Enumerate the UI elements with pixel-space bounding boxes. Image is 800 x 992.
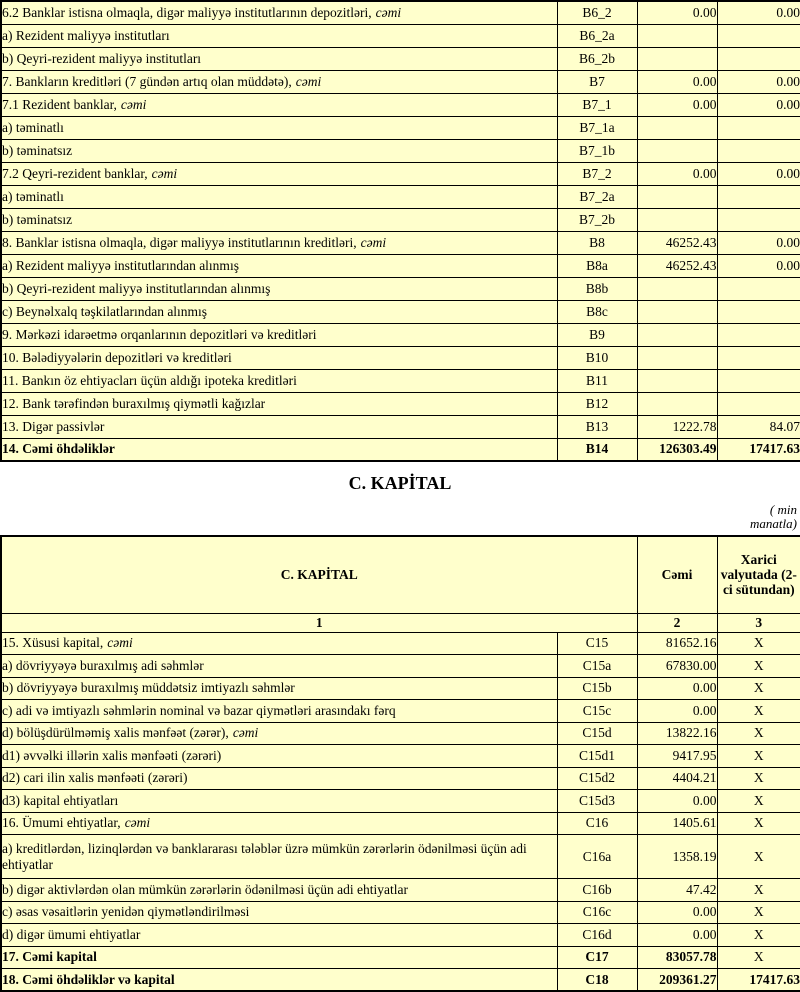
row-label-suffix: cəmi: [295, 73, 322, 89]
row-value-total: [637, 47, 717, 70]
row-value-total: 0.00: [637, 70, 717, 93]
table-row: [1, 745, 800, 768]
table-row: [1, 346, 800, 369]
row-code: B8b: [557, 277, 637, 300]
row-label-text: 7. Bankların kreditləri (7 gündən artıq olan müddətə),: [2, 73, 292, 89]
capital-table: [0, 535, 800, 992]
row-label: [1, 700, 557, 723]
row-label-text: b) Qeyri-rezident maliyyə institutları: [2, 50, 202, 66]
row-label-suffix: cəmi: [360, 234, 387, 250]
row-value-total: 0.00: [637, 700, 717, 723]
row-label-suffix: cəmi: [232, 725, 259, 741]
table-row: [1, 369, 800, 392]
table-row: [1, 415, 800, 438]
row-value-total: 0.00: [637, 93, 717, 116]
row-label: [1, 767, 557, 790]
unit-note: [750, 503, 797, 531]
row-value-total: 0.00: [637, 677, 717, 700]
row-label: [1, 946, 557, 969]
row-code: B8: [557, 231, 637, 254]
row-value-total: 0.00: [637, 1, 717, 24]
row-code: C15: [557, 632, 637, 655]
row-value-fx: X: [717, 655, 800, 678]
row-value-total: [637, 369, 717, 392]
row-code: B7_1: [557, 93, 637, 116]
row-code: B10: [557, 346, 637, 369]
row-code: B14: [557, 438, 637, 461]
row-value-total: [637, 300, 717, 323]
table-row: [1, 93, 800, 116]
table-row: [1, 185, 800, 208]
row-label-text: a) Rezident maliyyə institutlarından alınmış: [2, 257, 239, 273]
row-label: [1, 300, 557, 323]
row-label-text: 12. Bank tərəfindən buraxılmış qiymətli kağızlar: [2, 395, 266, 411]
table-row: [1, 47, 800, 70]
row-code: C16c: [557, 901, 637, 924]
table-row: [1, 790, 800, 813]
row-value-total: 47.42: [637, 879, 717, 902]
row-value-fx: [717, 369, 800, 392]
row-value-total: 46252.43: [637, 231, 717, 254]
table-row: [1, 208, 800, 231]
table-row: [1, 969, 800, 992]
row-value-total: [637, 139, 717, 162]
row-label: [1, 47, 557, 70]
row-label: [1, 438, 557, 461]
row-label: [1, 879, 557, 902]
row-label-suffix: cəmi: [107, 635, 133, 651]
row-value-fx: X: [717, 835, 800, 879]
row-value-total: 0.00: [637, 162, 717, 185]
section-band: [0, 462, 800, 535]
row-label-text: 16. Ümumi ehtiyatlar,: [2, 815, 121, 831]
capital-header-title: C. KAPİTAL: [1, 536, 637, 613]
table-row: [1, 438, 800, 461]
row-label-text: c) adi və imtiyazlı səhmlərin nominal və bazar qiymətləri arasındakı fərq: [2, 702, 396, 718]
row-code: C16a: [557, 835, 637, 879]
row-label-text: a) Rezident maliyyə institutları: [2, 27, 170, 43]
row-value-fx: [717, 208, 800, 231]
row-label: [1, 415, 557, 438]
row-value-total: 126303.49: [637, 438, 717, 461]
column-number-row: [1, 613, 800, 632]
row-label: [1, 790, 557, 813]
unit-note-line2: manatla): [750, 516, 797, 531]
row-value-fx: 17417.63: [717, 438, 800, 461]
row-value-total: 209361.27: [637, 969, 717, 992]
table-row: [1, 277, 800, 300]
row-label-text: a) təminatlı: [2, 188, 64, 204]
row-label-text: 7.1 Rezident banklar,: [2, 96, 117, 112]
row-code: B7_2: [557, 162, 637, 185]
table-row: [1, 231, 800, 254]
row-value-total: 67830.00: [637, 655, 717, 678]
row-value-fx: [717, 323, 800, 346]
row-label: [1, 185, 557, 208]
row-label: [1, 254, 557, 277]
row-label: [1, 632, 557, 655]
row-label: [1, 139, 557, 162]
row-label-text: c) əsas vəsaitlərin yenidən qiymətləndirilməsi: [2, 904, 250, 920]
row-code: C15d1: [557, 745, 637, 768]
table-row: [1, 116, 800, 139]
row-label: [1, 969, 557, 992]
table-row: [1, 1, 800, 24]
row-label: [1, 812, 557, 835]
row-code: C15c: [557, 700, 637, 723]
table-row: [1, 632, 800, 655]
row-label-text: d2) cari ilin xalis mənfəəti (zərəri): [2, 770, 188, 786]
row-value-total: 0.00: [637, 924, 717, 947]
row-value-fx: 0.00: [717, 254, 800, 277]
row-value-total: 0.00: [637, 790, 717, 813]
row-value-fx: X: [717, 879, 800, 902]
row-label-text: b) digər aktivlərdən olan mümkün zərərlərin ödənilməsi üçün adi ehtiyatlar: [2, 881, 408, 897]
row-label-text: 13. Digər passivlər: [2, 418, 105, 434]
table-row: [1, 812, 800, 835]
row-value-total: 1358.19: [637, 835, 717, 879]
table-row: [1, 323, 800, 346]
row-label-text: a) dövriyyəyə buraxılmış adi səhmlər: [2, 657, 204, 673]
row-label-text: b) Qeyri-rezident maliyyə institutlarından alınmış: [2, 280, 271, 296]
row-label: [1, 392, 557, 415]
row-label: [1, 369, 557, 392]
table-row: [1, 139, 800, 162]
colnum-2: 2: [637, 613, 717, 632]
row-code: C15d2: [557, 767, 637, 790]
row-label-text: b) təminatsız: [2, 142, 73, 158]
row-label: [1, 1, 557, 24]
row-code: B8a: [557, 254, 637, 277]
row-value-total: 83057.78: [637, 946, 717, 969]
colnum-3: 3: [717, 613, 800, 632]
row-code: B6_2b: [557, 47, 637, 70]
row-label-text: 7.2 Qeyri-rezident banklar,: [2, 165, 148, 181]
row-value-total: [637, 392, 717, 415]
table-row: [1, 70, 800, 93]
row-code: B8c: [557, 300, 637, 323]
table-row: [1, 700, 800, 723]
row-value-fx: [717, 346, 800, 369]
row-value-fx: [717, 392, 800, 415]
row-label-text: a) kreditlərdən, lizinqlərdən və banklararası tələblər üzrə mümkün zərərlərin ödənilməsi üçün adi ehtiyatlar: [2, 840, 527, 872]
table-row: [1, 162, 800, 185]
unit-note-line1: ( min: [769, 502, 797, 517]
row-label-text: d3) kapital ehtiyatları: [2, 792, 119, 808]
table-row: [1, 946, 800, 969]
table-row: [1, 722, 800, 745]
row-value-fx: X: [717, 677, 800, 700]
table-row: [1, 24, 800, 47]
row-value-total: 4404.21: [637, 767, 717, 790]
row-value-fx: X: [717, 745, 800, 768]
row-code: B7_2b: [557, 208, 637, 231]
row-label-text: b) təminatsız: [2, 211, 73, 227]
row-label: [1, 901, 557, 924]
row-label: [1, 93, 557, 116]
row-value-fx: [717, 24, 800, 47]
row-value-fx: [717, 300, 800, 323]
row-value-total: [637, 185, 717, 208]
row-code: C16d: [557, 924, 637, 947]
row-value-total: 0.00: [637, 901, 717, 924]
liabilities-table: [0, 0, 800, 462]
row-label: [1, 835, 557, 879]
row-label: [1, 655, 557, 678]
capital-header-row: [1, 536, 800, 613]
row-label-text: 17. Cəmi kapital: [2, 949, 97, 965]
row-code: C15b: [557, 677, 637, 700]
row-label-text: 8. Banklar istisna olmaqla, digər maliyyə institutlarının kreditləri,: [2, 234, 357, 250]
row-value-fx: 0.00: [717, 70, 800, 93]
capital-header-fx: Xarici valyutada (2-ci sütundan): [717, 536, 800, 613]
row-code: B6_2a: [557, 24, 637, 47]
row-label-text: 6.2 Banklar istisna olmaqla, digər maliyyə institutlarının depozitləri,: [2, 4, 372, 20]
row-label: [1, 70, 557, 93]
row-value-total: 81652.16: [637, 632, 717, 655]
row-code: B13: [557, 415, 637, 438]
row-label-suffix: cəmi: [124, 815, 151, 831]
row-label-text: a) təminatlı: [2, 119, 64, 135]
row-label-text: d1) əvvəlki illərin xalis mənfəəti (zərəri): [2, 747, 222, 763]
row-value-total: [637, 346, 717, 369]
table-row: [1, 924, 800, 947]
row-label-text: 14. Cəmi öhdəliklər: [2, 441, 115, 457]
row-label-text: 9. Mərkəzi idarəetmə orqanlarının depozitləri və kreditləri: [2, 326, 317, 342]
row-value-fx: X: [717, 901, 800, 924]
table-row: [1, 677, 800, 700]
table-row: [1, 767, 800, 790]
row-label-text: b) dövriyyəyə buraxılmış müddətsiz imtiyazlı səhmlər: [2, 680, 295, 696]
row-value-total: 1222.78: [637, 415, 717, 438]
row-label-suffix: cəmi: [120, 96, 147, 112]
row-code: B7_2a: [557, 185, 637, 208]
table-row: [1, 901, 800, 924]
row-code: B6_2: [557, 1, 637, 24]
row-label: [1, 722, 557, 745]
row-label-text: d) digər ümumi ehtiyatlar: [2, 926, 141, 942]
row-value-fx: 0.00: [717, 93, 800, 116]
row-value-total: [637, 277, 717, 300]
row-value-fx: [717, 47, 800, 70]
row-value-fx: X: [717, 722, 800, 745]
row-code: B11: [557, 369, 637, 392]
row-code: B7_1a: [557, 116, 637, 139]
row-value-total: [637, 208, 717, 231]
row-code: B7_1b: [557, 139, 637, 162]
row-code: C15d: [557, 722, 637, 745]
row-value-fx: X: [717, 700, 800, 723]
row-value-total: [637, 116, 717, 139]
table-row: [1, 879, 800, 902]
row-value-fx: 0.00: [717, 1, 800, 24]
row-label: [1, 116, 557, 139]
table-row: [1, 254, 800, 277]
row-label-suffix: cəmi: [375, 4, 402, 20]
table-row: [1, 392, 800, 415]
row-code: B9: [557, 323, 637, 346]
row-label: [1, 924, 557, 947]
row-label: [1, 231, 557, 254]
row-value-fx: 0.00: [717, 162, 800, 185]
row-value-total: 9417.95: [637, 745, 717, 768]
row-value-fx: [717, 277, 800, 300]
row-label-text: 18. Cəmi öhdəliklər və kapital: [2, 971, 175, 987]
row-value-total: [637, 323, 717, 346]
row-label: [1, 162, 557, 185]
row-code: B12: [557, 392, 637, 415]
row-value-total: 46252.43: [637, 254, 717, 277]
capital-header-total: Cəmi: [637, 536, 717, 613]
row-value-fx: X: [717, 632, 800, 655]
row-value-total: [637, 24, 717, 47]
row-label: [1, 323, 557, 346]
row-value-fx: [717, 139, 800, 162]
row-label-text: c) Beynəlxalq təşkilatlarından alınmış: [2, 303, 208, 319]
row-code: C16: [557, 812, 637, 835]
row-label: [1, 208, 557, 231]
row-value-fx: X: [717, 790, 800, 813]
row-code: C18: [557, 969, 637, 992]
row-label: [1, 745, 557, 768]
table-row: [1, 300, 800, 323]
row-label-text: d) bölüşdürülməmiş xalis mənfəət (zərər),: [2, 725, 229, 741]
table-row: [1, 835, 800, 879]
row-value-fx: X: [717, 924, 800, 947]
row-value-fx: 84.07: [717, 415, 800, 438]
row-label-suffix: cəmi: [151, 165, 178, 181]
row-code: C16b: [557, 879, 637, 902]
row-value-fx: 0.00: [717, 231, 800, 254]
row-code: C17: [557, 946, 637, 969]
row-value-total: 1405.61: [637, 812, 717, 835]
section-title: C. KAPİTAL: [348, 473, 452, 493]
row-code: B7: [557, 70, 637, 93]
row-value-fx: [717, 185, 800, 208]
row-value-fx: X: [717, 946, 800, 969]
row-value-fx: X: [717, 812, 800, 835]
row-value-total: 13822.16: [637, 722, 717, 745]
row-label: [1, 677, 557, 700]
row-label-text: 11. Bankın öz ehtiyacları üçün aldığı ipoteka kreditləri: [2, 372, 297, 388]
row-label: [1, 24, 557, 47]
row-value-fx: X: [717, 767, 800, 790]
row-label: [1, 346, 557, 369]
row-label-text: 15. Xüsusi kapital,: [2, 635, 104, 651]
table-row: [1, 655, 800, 678]
row-label-text: 10. Bələdiyyələrin depozitləri və kreditləri: [2, 349, 232, 365]
row-code: C15d3: [557, 790, 637, 813]
row-label: [1, 277, 557, 300]
row-value-fx: [717, 116, 800, 139]
row-value-fx: 17417.63: [717, 969, 800, 992]
colnum-1: 1: [1, 613, 637, 632]
row-code: C15a: [557, 655, 637, 678]
